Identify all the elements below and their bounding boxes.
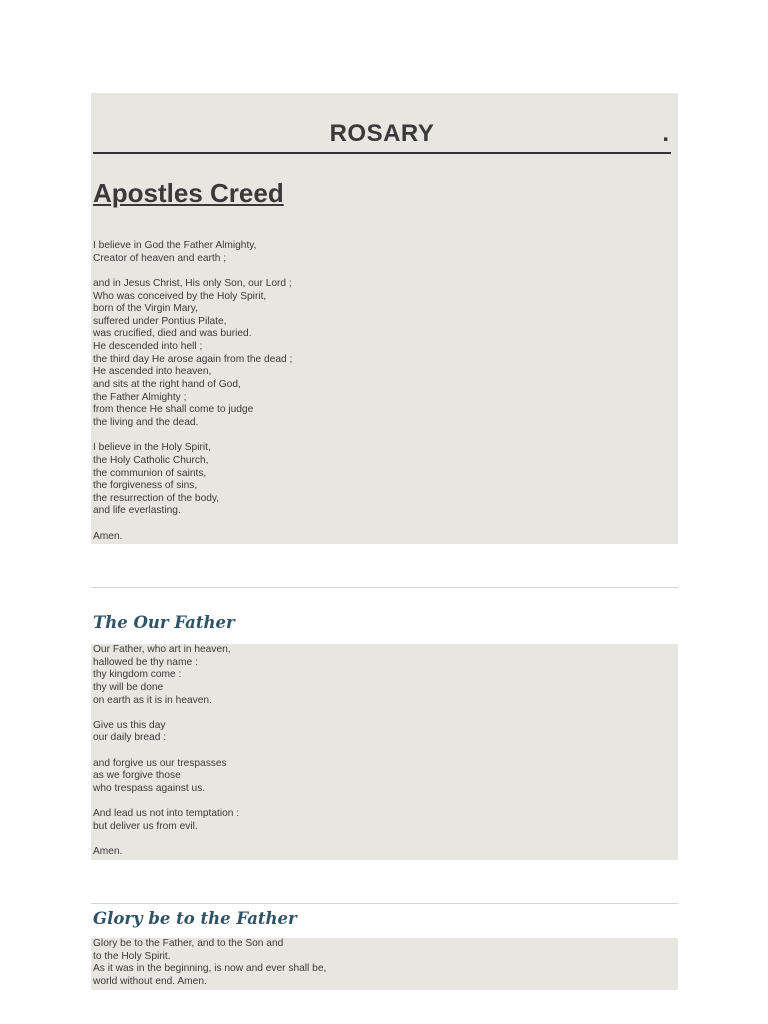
glory-be-text — [93, 938, 326, 989]
stanza-gap — [93, 707, 239, 720]
prayer-line: As it was in the beginning, is now and ever shall be, — [93, 963, 327, 975]
prayer-line: and forgive us our trespasses — [93, 757, 227, 769]
our-father-heading: The Our Father — [93, 613, 235, 632]
prayer-line: was crucified, died and was buried. — [93, 328, 252, 340]
prayer-line: from thence He shall come to judge — [93, 404, 254, 416]
prayer-line: Give us this day — [93, 719, 166, 731]
prayer-line: Who was conceived by the Holy Spirit, — [93, 290, 267, 302]
stanza-gap — [93, 745, 239, 758]
apostles-creed-heading: Apostles Creed — [93, 178, 284, 208]
prayer-line: and life everlasting. — [93, 505, 181, 517]
prayer-line: Amen. — [93, 846, 123, 858]
prayer-line: He ascended into heaven, — [93, 366, 212, 378]
glory-be-heading: Glory be to the Father — [93, 909, 297, 928]
section-divider — [91, 587, 678, 588]
prayer-line: I believe in the Holy Spirit, — [93, 442, 211, 454]
prayer-line: He descended into hell ; — [93, 341, 203, 353]
prayer-line: thy kingdom come : — [93, 669, 182, 681]
prayer-line: born of the Virgin Mary, — [93, 303, 198, 315]
stanza-gap — [93, 265, 292, 278]
prayer-line: but deliver us from evil. — [93, 820, 198, 832]
prayer-line: Glory be to the Father, and to the Son and — [93, 938, 284, 949]
stanza-gap — [93, 430, 292, 443]
prayer-line: I believe in God the Father Almighty, — [93, 240, 257, 251]
prayer-line: who trespass against us. — [93, 783, 206, 795]
prayer-line: hallowed be thy name : — [93, 656, 198, 668]
document-title: ROSARY — [329, 120, 435, 147]
prayer-line: Creator of heaven and earth ; — [93, 252, 227, 264]
prayer-line: And lead us not into temptation : — [93, 808, 240, 820]
apostles-creed-text — [93, 240, 292, 543]
prayer-line: and sits at the right hand of God, — [93, 379, 241, 391]
our-father-text — [93, 644, 239, 859]
prayer-line: suffered under Pontius Pilate, — [93, 315, 227, 327]
prayer-line: the Father Almighty ; — [93, 391, 187, 403]
prayer-line: Our Father, who art in heaven, — [93, 644, 231, 655]
title-trailing-dot: . — [662, 120, 669, 147]
stanza-gap — [93, 834, 239, 847]
prayer-line: world without end. Amen. — [93, 975, 207, 987]
prayer-line: the forgiveness of sins, — [93, 480, 198, 492]
prayer-line: as we forgive those — [93, 770, 181, 782]
section-divider — [91, 903, 678, 904]
prayer-line: the communion of saints, — [93, 467, 207, 479]
prayer-line: the resurrection of the body, — [93, 492, 220, 504]
prayer-line: the Holy Catholic Church, — [93, 454, 209, 466]
prayer-line: Amen. — [93, 530, 123, 542]
prayer-line: to the Holy Spirit. — [93, 950, 171, 962]
stanza-gap — [93, 518, 292, 531]
prayer-line: and in Jesus Christ, His only Son, our Lord ; — [93, 277, 292, 289]
stanza-gap — [93, 796, 239, 809]
prayer-line: on earth as it is in heaven. — [93, 694, 212, 706]
prayer-line: thy will be done — [93, 681, 164, 693]
prayer-line: the third day He arose again from the dead ; — [93, 353, 293, 365]
prayer-line: our daily bread : — [93, 732, 167, 744]
prayer-line: the living and the dead. — [93, 416, 199, 428]
title-row — [93, 120, 671, 154]
